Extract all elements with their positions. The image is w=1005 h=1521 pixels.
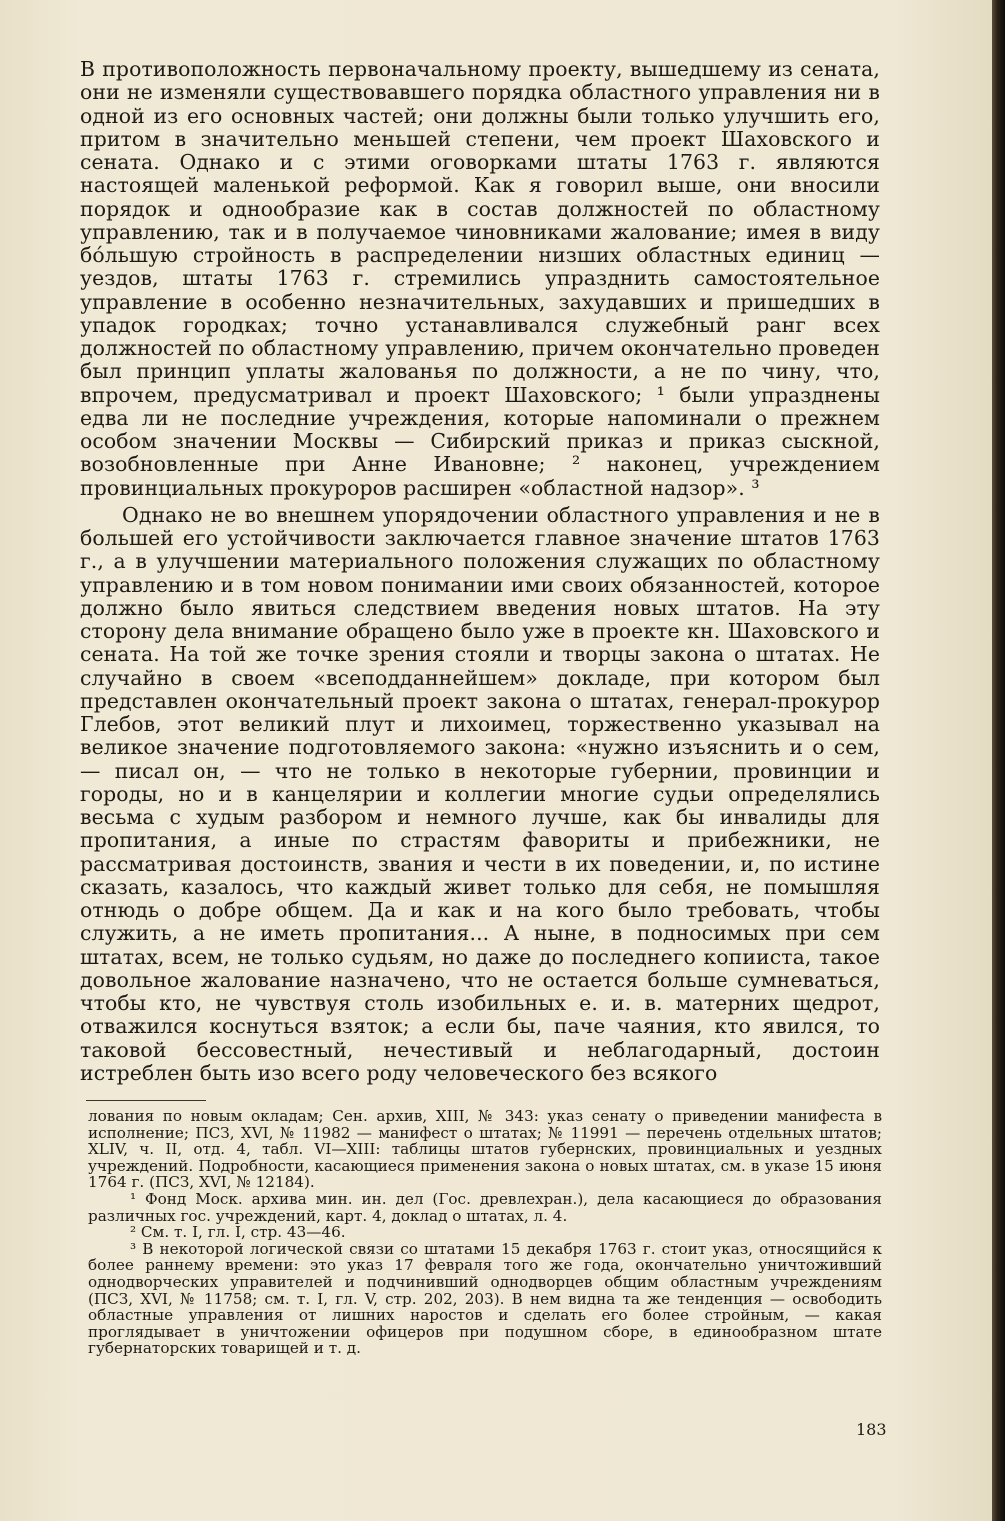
page-number: 183 <box>856 1420 887 1439</box>
paragraph-2: Однако не во внешнем упорядочении областного управления и не в большей его устойчивости заключается главное значение штатов 1763 г., а в улучшении материального положения служащих по областному управлению и в том новом понимании ими своих обязанностей, которое должно было явиться следствием введения новых штатов. На эту сторону дела внимание обращено было уже в проекте кн. Шаховского и сената. На той же точке зрения стояли и творцы закона о штатах. Не случайно в своем «всеподданнейшем» докладе, при котором был представлен окончательный проект закона о штатах, генерал-прокурор Глебов, этот великий плут и лихоимец, торжественно указывал на великое значение подготовляемого закона: «нужно изъяснить и о сем, — писал он, — что не только в некоторые губернии, провинции и городы, но и в канцелярии и коллегии многие судьи определялись весьма с худым разбором и немного лучше, как бы инвалиды для пропитания, а иные по страстям фавориты и прибежники, не рассматривая достоинств, звания и чести в их поведении, и, по истине сказать, казалось, что каждый живет только для себя, не помышляя отнюдь о добре общем. Да и как и на кого было требовать, чтобы служить, а не иметь пропитания... А ныне, в подносимых при сем штатах, всем, не только судьям, но даже до последнего копииста, такое довольное жалование назначено, что не остается больше сумневаться, чтобы кто, не чувствуя столь изобильных е. и. в. матерних щедрот, отважился коснуться взяток; а если бы, паче чаяния, кто явился, то таковой бессовестный, нечестивый и неблагодарный, достоин истреблен быть изо всего роду человеческого без всякого <box>80 502 880 1085</box>
footnote-3: ³ В некоторой логической связи со штатами 15 декабря 1763 г. стоит указ, относящийся к более раннему времени: это указ 17 февраля того же года, окончательно уничтоживший однодворческих управителей и подчинивший однодворцев общим областным учреждениям (ПСЗ, XVI, № 11758; см. т. I, гл. V, стр. 202, 203). В нем видна та же тенденция — освободить областные управления от лишних наростов и сделать его более стройным, — какая проглядывает в уничтожении офицеров при подушном сборе, в единообразном штате губернаторских товарищей и т. д. <box>88 1239 882 1358</box>
footnote-2: ² См. т. I, гл. I, стр. 43—46. <box>130 1223 346 1242</box>
footnotes <box>88 1108 882 1357</box>
paragraph-1: В противоположность первоначальному проекту, вышедшему из сената, они не изменяли существовавшего порядка областного управления ни в одной из его основных частей; они должны были только улучшить его, притом в значительно меньшей степени, чем проект Шаховского и сената. Однако и с этими оговорками штаты 1763 г. являются настоящей маленькой реформой. Как я говорил выше, они вносили порядок и однообразие как в состав должностей по областному управлению, так и в получаемое чиновниками жалование; имея в виду бо́льшую стройность в распределении низших областных единиц — уездов, штаты 1763 г. стремились упразднить самостоятельное управление в особенно незначительных, захудавших и пришедших в упадок городках; точно устанавливался служебный ранг всех должностей по областному управлению, причем окончательно проведен был принцип уплаты жалованья по должности, а не по чину, что, впрочем, предусматривал и проект Шаховского; ¹ были упразднены едва ли не последние учреждения, которые напоминали о прежнем особом значении Москвы — Сибирский приказ и приказ сыскной, возобновленные при Анне Ивановне; ² наконец, учреждением провинциальных прокуроров расширен «областной надзор». ³ <box>80 57 880 500</box>
footnote-divider <box>86 1100 206 1101</box>
footnote-1: ¹ Фонд Моск. архива мин. ин. дел (Гос. древлехран.), дела касающиеся до образования различных гос. учреждений, карт. 4, доклад о штатах, л. 4. <box>88 1189 882 1225</box>
main-text <box>80 58 880 1085</box>
book-spine-edge <box>992 0 1005 1521</box>
footnote-continuation: лования по новым окладам; Сен. архив, XIII, № 343: указ сенату о приведении манифеста в исполнение; ПСЗ, XVI, № 11982 — манифест о штатах; № 11991 — перечень отдельных штатов; XLIV, ч. II, отд. 4, табл. VI—XIII: таблицы штатов губернских, провинциальных и уездных учреждений. Подробности, касающиеся применения закона о новых штатах, см. в указе 15 июня 1764 г. (ПСЗ, XVI, № 12184). <box>88 1107 882 1192</box>
